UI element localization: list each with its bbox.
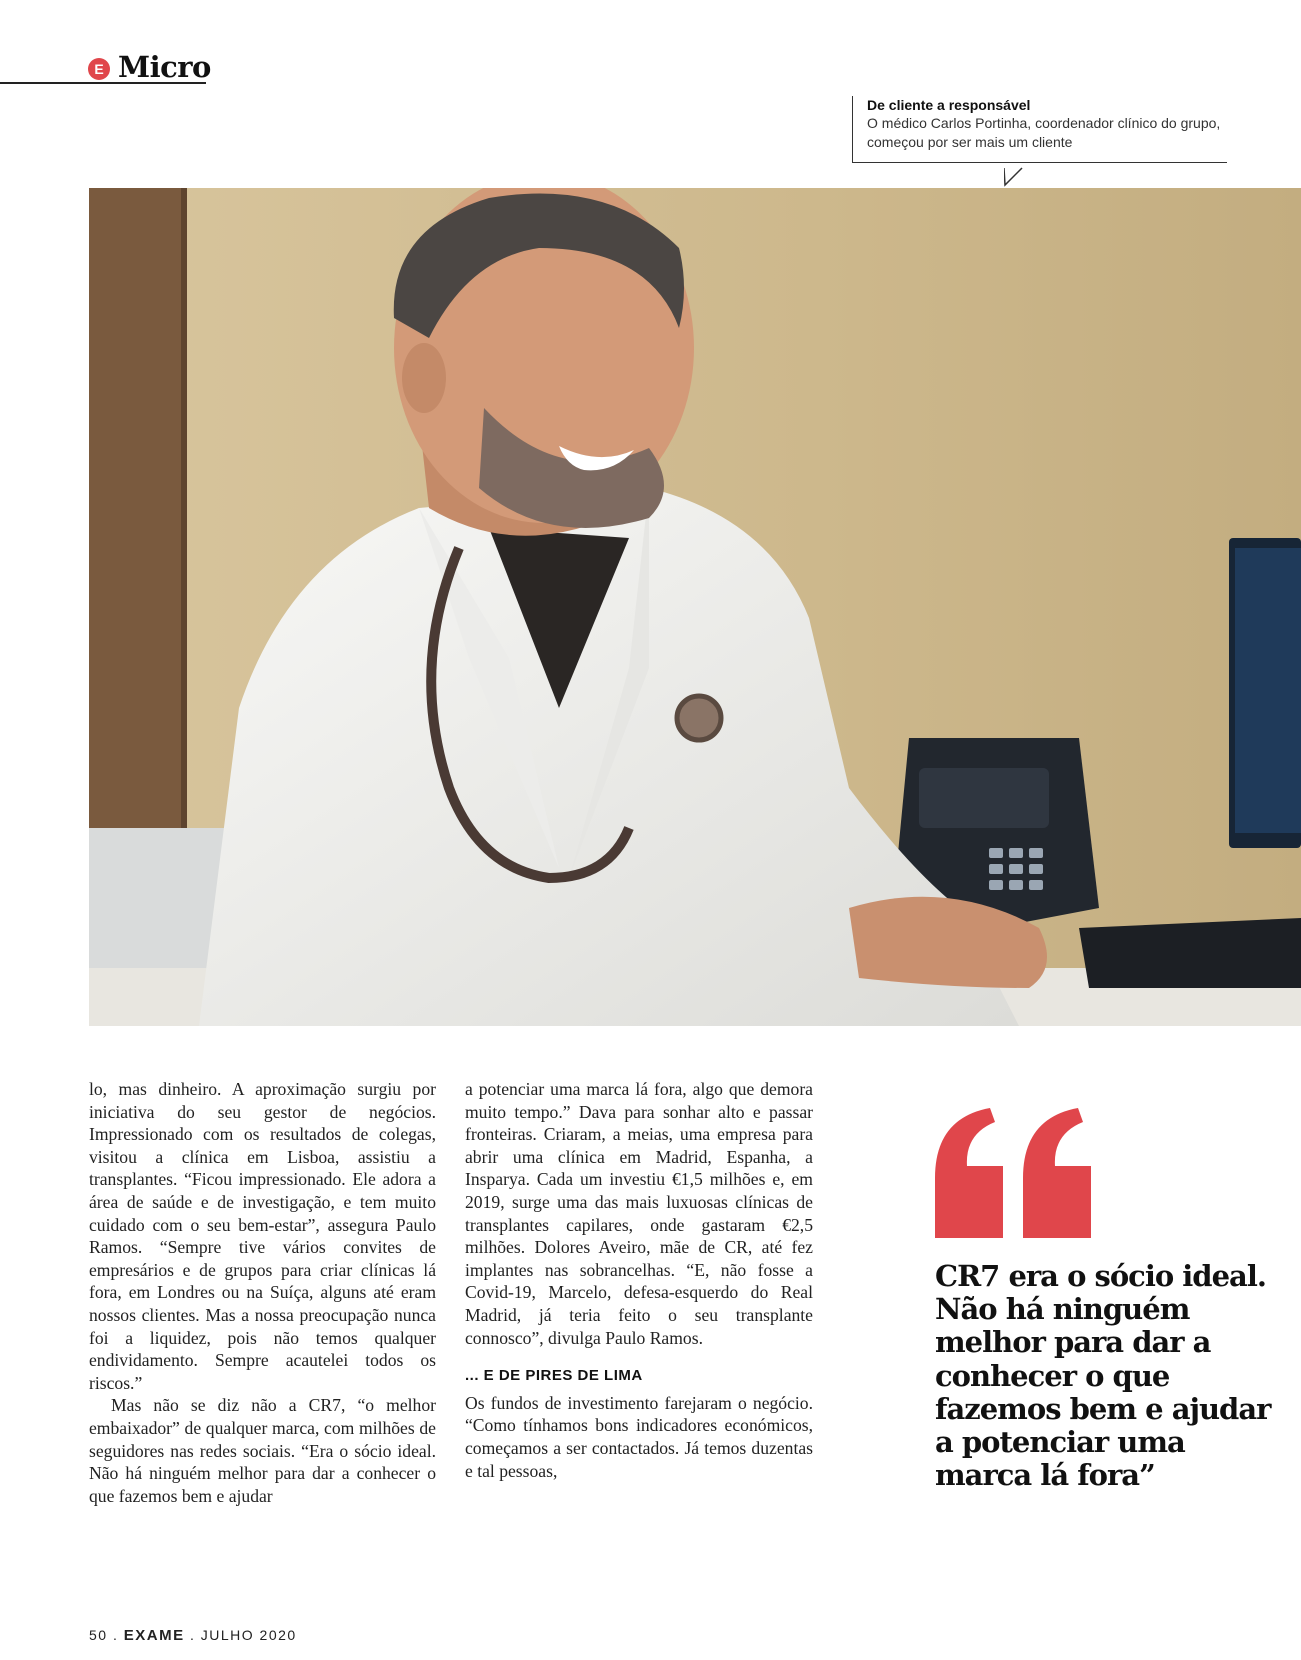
quote-mark-icon <box>935 1108 1095 1238</box>
article-paragraph: Os fundos de investimento farejaram o negócio. “Como tínhamos bons indicadores económicos, começamos a ser contactados. Já temos duzentas e tal pessoas, <box>465 1392 813 1481</box>
article-paragraph: lo, mas dinheiro. A aproximação surgiu por iniciativa do seu gestor de negócios. Impressionado com os resultados de colegas, visitou a clínica em Lisboa, assistiu a transplantes. “Ficou impressionado. Ele adora a área de saúde e de investigação, e tem muito cuidado com o seu bem-estar”, assegura Paulo Ramos. “Sempre tive vários convites de empresários e de grupos para criar clínicas lá fora, em Londres ou na Suíça, alguns até eram nossos clientes. Mas a nossa preocupação nunca foi a liquidez, pois não temos qualquer endividamento. Sempre acautelei todos os riscos.” <box>89 1079 436 1393</box>
caption-body: O médico Carlos Portinha, coordenador clínico do grupo, começou por ser mais um cliente <box>867 115 1221 150</box>
page-footer <box>89 1627 297 1644</box>
doctor-photo <box>89 188 1301 1026</box>
footer-separator: . <box>107 1627 124 1643</box>
article-paragraph: Mas não se diz não a CR7, “o melhor embaixador” de qualquer marca, com milhões de seguidores nas redes sociais. “Era o sócio ideal. Não há ninguém melhor para dar a conhecer o que fazemos bem e ajudar <box>89 1395 436 1506</box>
magazine-logo-icon: E <box>88 58 110 80</box>
photo-caption <box>852 96 1227 163</box>
caption-title: De cliente a responsável <box>867 97 1031 113</box>
footer-separator: . <box>184 1627 201 1643</box>
pull-quote: CR7 era o sócio ideal. Não há ninguém melhor para dar a conhecer o que fazemos bem e ajudar a potenciar uma marca lá fora” <box>935 1259 1271 1493</box>
issue-date: JULHO 2020 <box>200 1627 297 1643</box>
article-column-2 <box>465 1078 813 1482</box>
caption-pointer-icon <box>1004 167 1024 187</box>
magazine-name: EXAME <box>123 1627 185 1644</box>
doctor-photo-illustration <box>89 188 1301 1026</box>
article-column-1 <box>89 1078 436 1507</box>
section-title: Micro <box>118 50 211 84</box>
article-subhead: ... E DE PIRES DE LIMA <box>465 1367 643 1385</box>
article-paragraph: a potenciar uma marca lá fora, algo que demora muito tempo.” Dava para sonhar alto e passar fronteiras. Criaram, a meias, uma empresa para abrir uma clínica em Madrid, Espanha, a Insparya. Cada um investiu €1,5 milhões e, em 2019, surge uma das mais luxuosas clínicas de transplantes capilares, onde gastaram €2,5 milhões. Dolores Aveiro, mãe de CR, até fez implantes nas sobrancelhas. “E, não fosse a Covid-19, Marcelo, defesa-esquerdo do Real Madrid, já teria feito o seu transplante connosco”, divulga Paulo Ramos. <box>465 1079 813 1348</box>
page-number: 50 <box>89 1627 108 1643</box>
